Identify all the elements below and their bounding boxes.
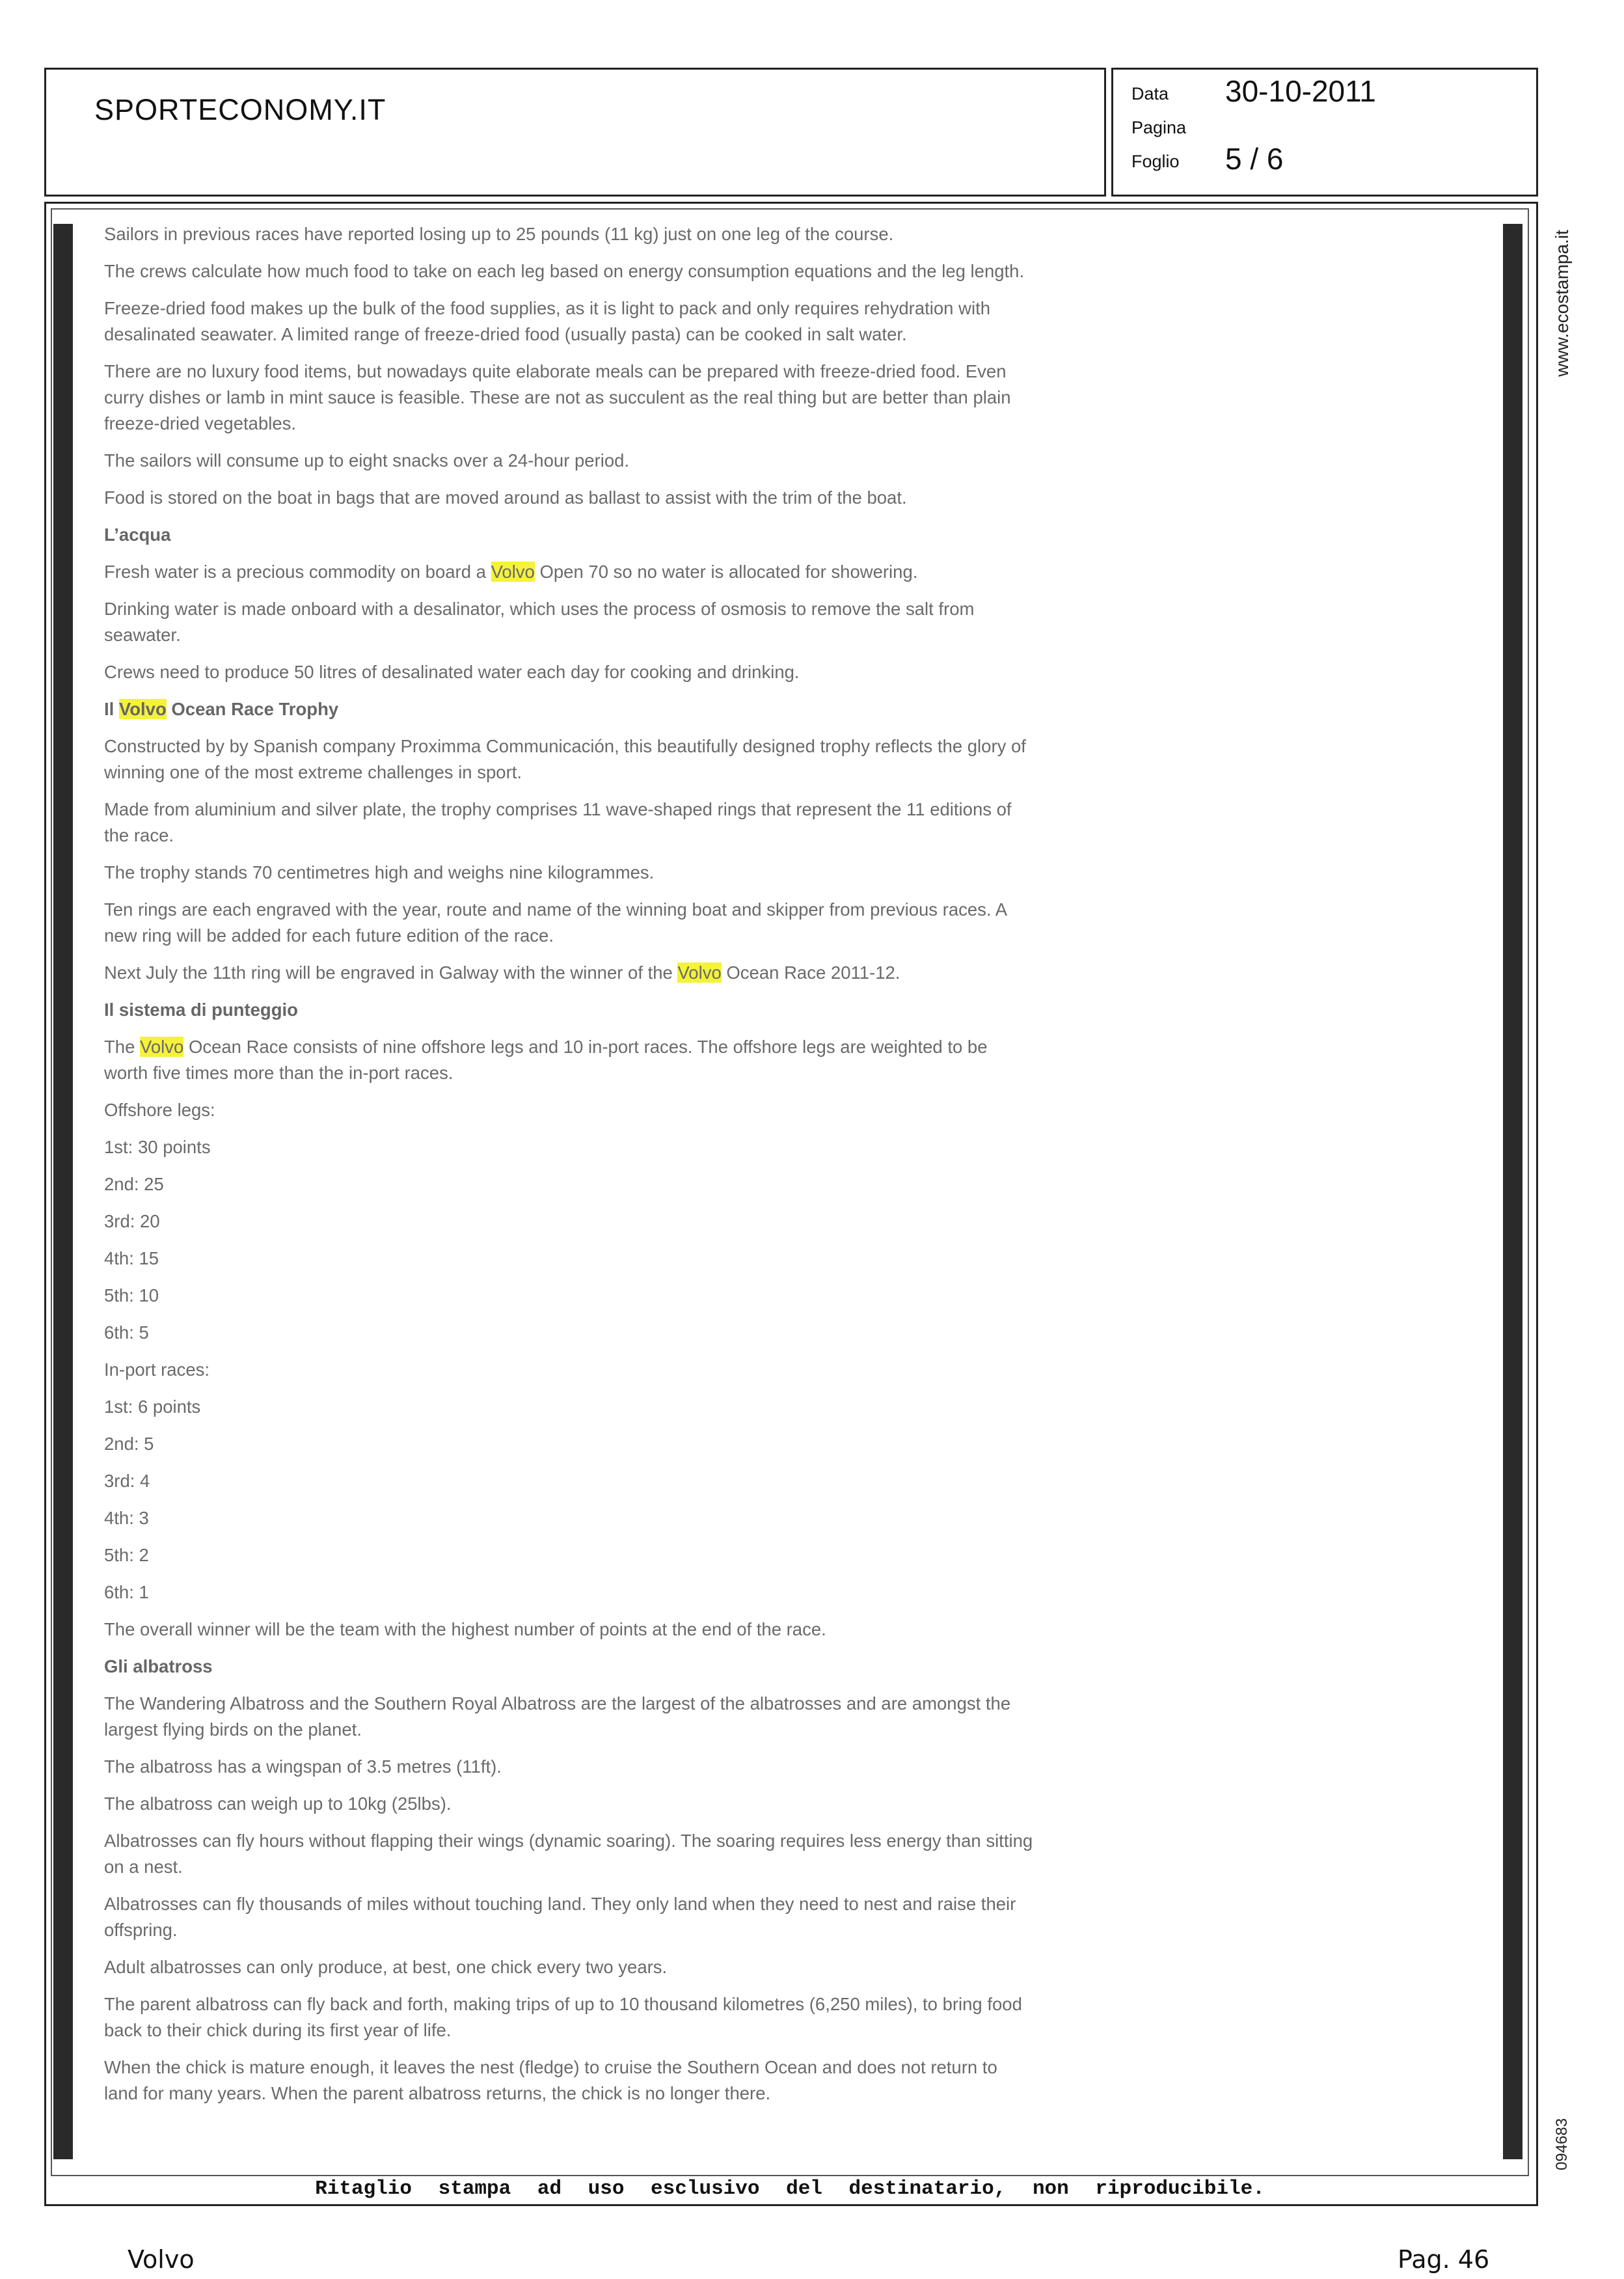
paragraph-text: Gli albatross	[104, 1656, 213, 1676]
paragraph-text: The sailors will consume up to eight snacks over a 24-hour period.	[104, 450, 630, 471]
paragraph-text: Crews need to produce 50 litres of desalinated water each day for cooking and drinking.	[104, 662, 800, 682]
paragraph-text: 1st: 30 points	[104, 1137, 211, 1157]
paragraph-text: Constructed by by Spanish company Proximma Communicación, this beautifully designed trophy reflects the glory of winning one of the most extreme challenges in sport.	[104, 736, 1026, 782]
article-paragraph	[104, 1246, 1035, 1272]
article-paragraph	[104, 1891, 1035, 1943]
paragraph-text: 4th: 3	[104, 1508, 149, 1528]
paragraph-text: Offshore legs:	[104, 1100, 215, 1120]
article-paragraph	[104, 659, 1035, 685]
paragraph-text: Next July the 11th ring will be engraved in Galway with the winner of the	[104, 962, 678, 983]
paragraph-text: Ocean Race Trophy	[166, 699, 339, 719]
paragraph-text: 5th: 2	[104, 1545, 149, 1565]
paragraph-text: Albatrosses can fly thousands of miles without touching land. They only land when they need to nest and raise their offspring.	[104, 1894, 1016, 1940]
paragraph-text: Ocean Race 2011-12.	[721, 962, 900, 983]
paragraph-text: Freeze-dried food makes up the bulk of the food supplies, as it is light to pack and only requires rehydration with desalinated seawater. A limited range of freeze-dried food (usually pasta) can be cooked in salt water.	[104, 298, 991, 344]
code-text: 094683	[1553, 2118, 1571, 2171]
paragraph-text: 2nd: 5	[104, 1434, 154, 1454]
article-paragraph	[104, 960, 1035, 986]
article-paragraph	[104, 1617, 1035, 1643]
disclaimer: Ritaglio stampa ad uso esclusivo del destinatario, non riproducibile.	[315, 2177, 1265, 2200]
paragraph-text: The overall winner will be the team with the highest number of points at the end of the race.	[104, 1619, 826, 1639]
paragraph-text: When the chick is mature enough, it leaves the nest (fledge) to cruise the Southern Ocean and does not return to land for many years. When the parent albatross returns, the chick is no longer there.	[104, 2057, 997, 2103]
article-paragraph	[104, 1134, 1035, 1160]
section-heading	[104, 522, 1035, 548]
article-paragraph	[104, 1505, 1035, 1531]
paragraph-text: There are no luxury food items, but nowadays quite elaborate meals can be prepared with freeze-dried food. Even curry dishes or lamb in mint sauce is feasible. These are not as succulent as the real thing but are better than plain freeze-dried vegetables.	[104, 361, 1011, 433]
highlighted-keyword: Volvo	[677, 962, 722, 983]
header-meta-box	[1111, 68, 1538, 197]
article-paragraph	[104, 1097, 1035, 1123]
foglio-value: 5 / 6	[1225, 142, 1284, 176]
section-heading	[104, 696, 1035, 722]
article-paragraph	[104, 1791, 1035, 1817]
footer-page-number: Pag. 46	[1398, 2245, 1490, 2274]
paragraph-text: 6th: 1	[104, 1582, 149, 1602]
article-paragraph	[104, 1431, 1035, 1457]
site-text: www.ecostampa.it	[1552, 230, 1572, 377]
paragraph-text: The albatross has a wingspan of 3.5 metres (11ft).	[104, 1756, 502, 1777]
footer-keyword: Volvo	[128, 2245, 195, 2274]
paragraph-text: 6th: 5	[104, 1322, 149, 1343]
article-paragraph	[104, 221, 1035, 247]
article-paragraph	[104, 1394, 1035, 1420]
paragraph-text: L’acqua	[104, 525, 171, 545]
article-paragraph	[104, 1691, 1035, 1743]
foglio-label: Foglio	[1131, 152, 1180, 171]
paragraph-text: Il	[104, 699, 119, 719]
section-heading	[104, 1654, 1035, 1680]
article-paragraph	[104, 258, 1035, 284]
paragraph-text: 3rd: 4	[104, 1471, 150, 1491]
paragraph-text: The trophy stands 70 centimetres high and weighs nine kilogrammes.	[104, 862, 655, 882]
paragraph-text: The	[104, 1037, 141, 1057]
left-margin-bar	[53, 224, 73, 2159]
paragraph-text: Open 70 so no water is allocated for showering.	[534, 562, 918, 582]
highlighted-keyword: Volvo	[118, 699, 167, 719]
article-paragraph	[104, 1954, 1035, 1980]
paragraph-text: Food is stored on the boat in bags that are moved around as ballast to assist with the trim of the boat.	[104, 487, 907, 508]
article-paragraph	[104, 448, 1035, 474]
paragraph-text: Sailors in previous races have reported losing up to 25 pounds (11 kg) just on one leg of the course.	[104, 224, 894, 244]
publication-name: SPORTECONOMY.IT	[94, 93, 386, 126]
article-paragraph	[104, 1034, 1035, 1086]
article-paragraph	[104, 596, 1035, 648]
side-site-label	[1552, 219, 1572, 388]
pagina-label: Pagina	[1131, 118, 1187, 137]
article-paragraph	[104, 1171, 1035, 1197]
article-paragraph	[104, 1468, 1035, 1494]
article-paragraph	[104, 1542, 1035, 1568]
article-paragraph	[104, 295, 1035, 348]
data-label: Data	[1131, 84, 1169, 103]
article-paragraph	[104, 897, 1035, 949]
article-paragraph	[104, 797, 1035, 849]
article-paragraph	[104, 1283, 1035, 1309]
article-paragraph	[104, 1579, 1035, 1605]
article-paragraph	[104, 559, 1035, 585]
paragraph-text: The Wandering Albatross and the Southern Royal Albatross are the largest of the albatrosses and are amongst the largest flying birds on the planet.	[104, 1693, 1011, 1740]
paragraph-text: The crews calculate how much food to take on each leg based on energy consumption equations and the leg length.	[104, 261, 1025, 281]
paragraph-text: The parent albatross can fly back and forth, making trips of up to 10 thousand kilometres (6,250 miles), to bring food back to their chick during its first year of life.	[104, 1994, 1022, 2040]
article-paragraph	[104, 485, 1035, 511]
right-margin-bar	[1503, 224, 1522, 2159]
paragraph-text: 4th: 15	[104, 1248, 159, 1268]
article-paragraph	[104, 2054, 1035, 2107]
paragraph-text: 5th: 10	[104, 1285, 159, 1305]
paragraph-text: Fresh water is a precious commodity on board a	[104, 562, 491, 582]
article-paragraph	[104, 1320, 1035, 1346]
article-paragraph	[104, 860, 1035, 886]
article-paragraph	[104, 1208, 1035, 1235]
paragraph-text: Il sistema di punteggio	[104, 1000, 298, 1020]
paragraph-text: Ocean Race consists of nine offshore legs and 10 in-port races. The offshore legs are weighted to be worth five times more than the in-port races.	[104, 1037, 988, 1083]
section-heading	[104, 997, 1035, 1023]
paragraph-text: In-port races:	[104, 1359, 210, 1380]
paragraph-text: Ten rings are each engraved with the year, route and name of the winning boat and skipper from previous races. A new ring will be added for each future edition of the race.	[104, 899, 1007, 946]
article-paragraph	[104, 733, 1035, 785]
paragraph-text: The albatross can weigh up to 10kg (25lbs).	[104, 1794, 452, 1814]
highlighted-keyword: Volvo	[140, 1037, 184, 1057]
paragraph-text: 3rd: 20	[104, 1211, 160, 1231]
article-paragraph	[104, 1991, 1035, 2043]
article-paragraph	[104, 359, 1035, 437]
article-paragraph	[104, 1828, 1035, 1880]
paragraph-text: Drinking water is made onboard with a desalinator, which uses the process of osmosis to remove the salt from seawater.	[104, 599, 975, 645]
paragraph-text: 1st: 6 points	[104, 1397, 201, 1417]
article-paragraph	[104, 1754, 1035, 1780]
paragraph-text: Albatrosses can fly hours without flapping their wings (dynamic soaring). The soaring requires less energy than sitting on a nest.	[104, 1831, 1033, 1877]
paragraph-text: Adult albatrosses can only produce, at best, one chick every two years.	[104, 1957, 668, 1977]
header-publication-box	[44, 68, 1106, 197]
highlighted-keyword: Volvo	[491, 562, 535, 582]
data-value: 30-10-2011	[1225, 74, 1376, 108]
article-paragraph	[104, 1357, 1035, 1383]
side-code-label	[1552, 2108, 1572, 2180]
paragraph-text: 2nd: 25	[104, 1174, 164, 1194]
article-body	[104, 221, 1035, 2118]
paragraph-text: Made from aluminium and silver plate, the trophy comprises 11 wave-shaped rings that represent the 11 editions of the race.	[104, 799, 1012, 845]
